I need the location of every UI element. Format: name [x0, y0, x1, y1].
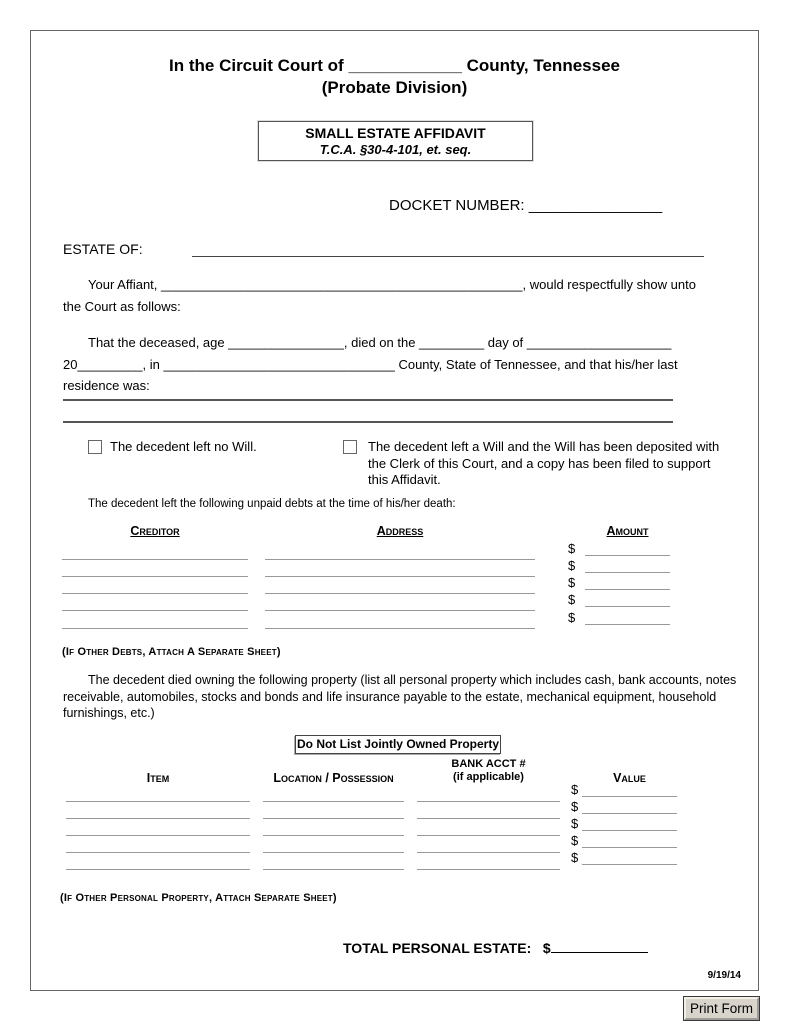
dollar-sign: $: [571, 850, 579, 865]
dollar-sign: $: [568, 592, 576, 607]
affiant-line-1: Your Affiant, __________________________________________________, would respectfully show unto: [88, 277, 696, 292]
dollar-sign: $: [568, 541, 576, 556]
debt-row: [62, 593, 682, 611]
property-header-value: Value: [613, 771, 646, 785]
will-deposited-checkbox[interactable]: [343, 440, 357, 454]
property-row: [62, 784, 682, 802]
residence-field-line-2[interactable]: [63, 421, 673, 423]
property-paragraph: [63, 672, 743, 722]
estate-of-label: ESTATE OF:: [63, 241, 143, 257]
revision-date: 9/19/14: [707, 970, 741, 981]
property-row: [62, 818, 682, 836]
property-row: [62, 801, 682, 819]
estate-of-field[interactable]: [192, 239, 704, 257]
value-field[interactable]: [582, 864, 677, 865]
amount-field[interactable]: [585, 555, 670, 556]
property-row: [62, 852, 682, 870]
docket-number-field[interactable]: ________________: [528, 197, 663, 214]
value-field[interactable]: [582, 813, 677, 814]
amount-field[interactable]: [585, 589, 670, 590]
debts-header-address: Address: [376, 524, 424, 538]
dollar-sign: $: [571, 799, 579, 814]
item-field[interactable]: [66, 869, 250, 870]
bank-acct-sublabel: (if applicable): [453, 771, 524, 783]
property-line-1: The decedent died owning the following property (list all personal property which includes cash, bank accounts, notes: [88, 673, 737, 687]
property-header-location: Location / Possession: [273, 771, 394, 785]
debt-row: [62, 576, 682, 594]
value-field[interactable]: [582, 830, 677, 831]
affidavit-title-box: [258, 121, 533, 161]
no-will-checkbox[interactable]: [88, 440, 102, 454]
dollar-sign: $: [568, 558, 576, 573]
print-form-button[interactable]: Print Form: [684, 997, 759, 1020]
property-header-bank: [417, 758, 560, 784]
dollar-sign: $: [568, 575, 576, 590]
docket-number-row: [389, 197, 662, 214]
debt-row: [62, 611, 682, 629]
creditor-field[interactable]: [62, 628, 248, 629]
total-dollar-sign: $: [542, 940, 551, 956]
deceased-line-1: That the deceased, age ________________, died on the _________ day of ____________________: [88, 335, 672, 350]
debts-footnote: (If Other Debts, Attach A Separate Sheet): [62, 646, 281, 658]
value-field[interactable]: [582, 847, 677, 848]
debts-intro-text: The decedent left the following unpaid debts at the time of his/her death:: [88, 498, 456, 510]
debts-header-creditor: Creditor: [130, 524, 180, 538]
affidavit-statute: T.C.A. §30-4-101, et. seq.: [319, 142, 472, 157]
property-line-2: receivable, automobiles, stocks and bonds and life insurance payable to the estate, mechanical equipment, household: [63, 689, 717, 704]
affidavit-title: SMALL ESTATE AFFIDAVIT: [305, 125, 486, 141]
deceased-line-3: residence was:: [63, 378, 150, 393]
dollar-sign: $: [571, 816, 579, 831]
value-field[interactable]: [582, 796, 677, 797]
total-estate-label: TOTAL PERSONAL ESTATE:: [343, 940, 532, 956]
total-estate-row: [343, 939, 648, 956]
deceased-paragraph: [63, 332, 753, 397]
total-estate-field[interactable]: [551, 939, 648, 953]
will-deposited-label: The decedent left a Will and the Will has been deposited with the Clerk of this Court, and a copy has been filed to support this Affidavit.: [368, 439, 720, 487]
property-header-item: Item: [146, 771, 170, 785]
court-title: In the Circuit Court of ____________ County, Tennessee (Probate Division): [169, 56, 620, 97]
affiant-line-2: the Court as follows:: [63, 298, 181, 314]
address-field[interactable]: [265, 628, 535, 629]
debt-row: [62, 559, 682, 577]
bank-acct-label: BANK ACCT #: [451, 758, 526, 770]
property-row: [62, 835, 682, 853]
docket-number-label: DOCKET NUMBER:: [389, 197, 525, 214]
no-will-label: The decedent left no Will.: [110, 439, 257, 454]
dollar-sign: $: [571, 782, 579, 797]
dollar-sign: $: [568, 610, 576, 625]
estate-of-row: [63, 241, 143, 257]
property-line-3: furnishings, etc.): [63, 706, 155, 720]
form-page: [30, 30, 759, 991]
bank-acct-field[interactable]: [417, 869, 560, 870]
residence-field-line-1[interactable]: [63, 399, 673, 401]
deceased-line-2: 20_________, in ________________________________ County, State of Tennessee, and that his/her last: [63, 356, 678, 372]
dollar-sign: $: [571, 833, 579, 848]
affiant-paragraph: [63, 274, 753, 317]
amount-field[interactable]: [585, 572, 670, 573]
debt-row: [62, 542, 682, 560]
property-footnote: (If Other Personal Property, Attach Separate Sheet): [60, 892, 337, 904]
location-field[interactable]: [263, 869, 404, 870]
debts-header-amount: Amount: [606, 524, 649, 538]
amount-field[interactable]: [585, 624, 670, 625]
amount-field[interactable]: [585, 606, 670, 607]
do-not-list-box: Do Not List Jointly Owned Property: [295, 735, 501, 754]
